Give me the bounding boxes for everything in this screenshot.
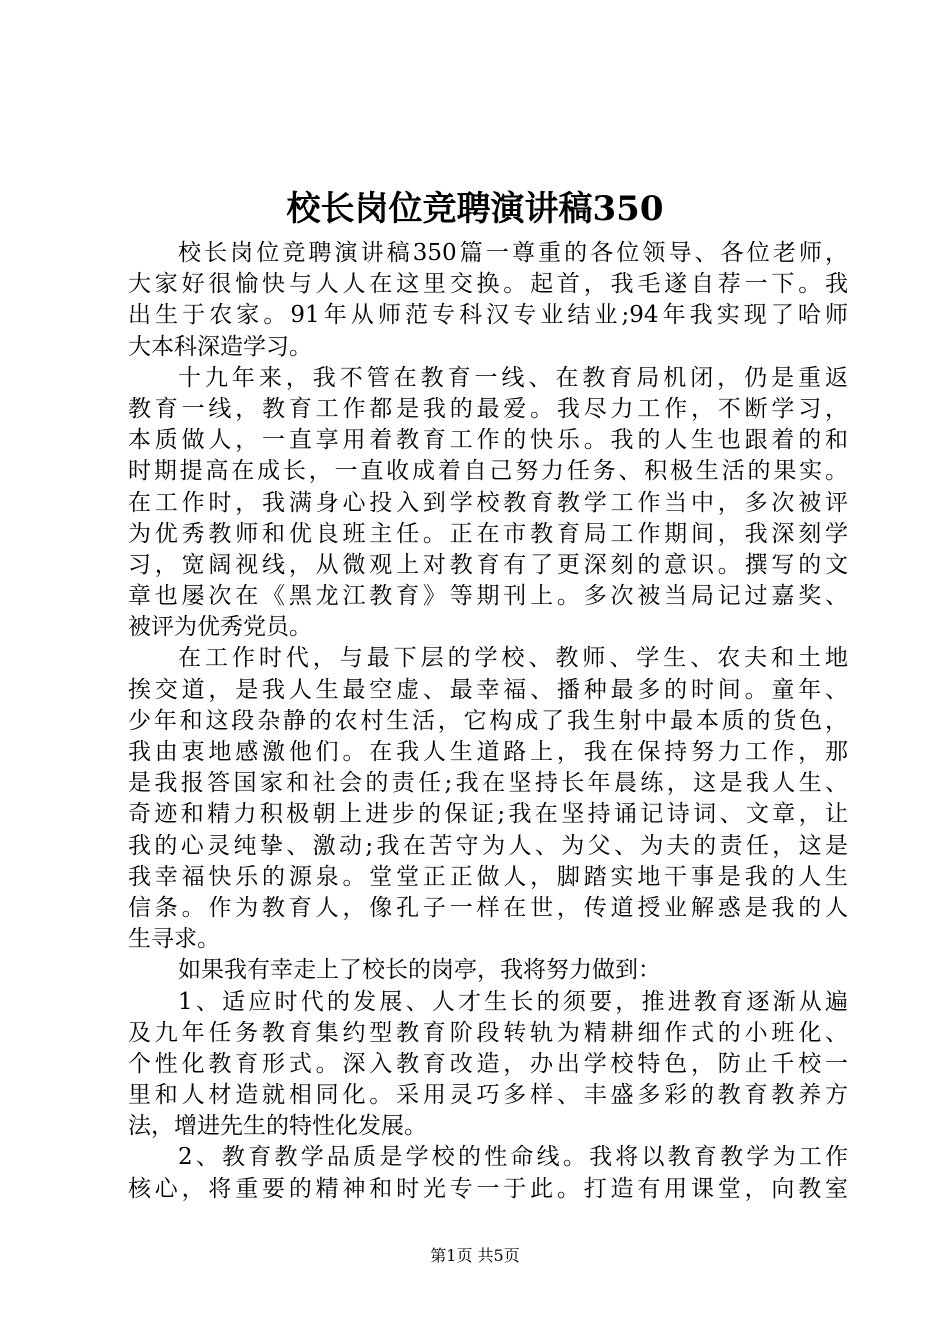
text-line: 我幸福快乐的源泉。堂堂正正做人，脚踏实地干事是我的人生 xyxy=(128,863,848,890)
text-line: 教育一线，教育工作都是我的最爱。我尽力工作，不断学习， xyxy=(128,395,848,422)
text-line: 信条。作为教育人，像孔子一样在世，传道授业解惑是我的人 xyxy=(128,894,848,921)
text-line: 如果我有幸走上了校长的岗亭，我将努力做到： xyxy=(178,957,661,984)
text-line: 1、适应时代的发展、人才生长的须要，推进教育逐渐从遍 xyxy=(178,988,848,1015)
text-line: 生寻求。 xyxy=(128,926,220,953)
text-line: 核心，将重要的精神和时光专一于此。打造有用课堂，向教室 xyxy=(128,1175,848,1202)
text-line: 在工作时代，与最下层的学校、教师、学生、农夫和土地 xyxy=(178,645,848,672)
text-line: 少年和这段杂静的农村生活，它构成了我生射中最本质的货色， xyxy=(128,707,848,734)
text-line: 奇迹和精力积极朝上进步的保证;我在坚持诵记诗词、文章，让 xyxy=(128,801,848,828)
text-line: 本质做人，一直享用着教育工作的快乐。我的人生也跟着的和 xyxy=(128,427,848,454)
document-body xyxy=(128,238,848,1205)
text-line: 时期提高在成长，一直收成着自己努力任务、积极生活的果实。 xyxy=(128,458,848,485)
text-line: 大家好很愉快与人人在这里交换。起首，我毛遂自荐一下。我 xyxy=(128,271,848,298)
text-line: 及九年任务教育集约型教育阶段转轨为精耕细作式的小班化、 xyxy=(128,1019,848,1046)
text-line: 里和人材造就相同化。采用灵巧多样、丰盛多彩的教育教养方 xyxy=(128,1082,848,1109)
text-line: 我的心灵纯挚、激动;我在苦守为人、为父、为夫的责任，这是 xyxy=(128,832,848,859)
text-line: 2、教育教学品质是学校的性命线。我将以教育教学为工作 xyxy=(178,1144,848,1171)
text-line: 个性化教育形式。深入教育改造，办出学校特色，防止千校一 xyxy=(128,1050,848,1077)
text-line: 挨交道，是我人生最空虚、最幸福、播种最多的时间。童年、 xyxy=(128,676,848,703)
text-line: 校长岗位竞聘演讲稿350篇一尊重的各位领导、各位老师， xyxy=(178,240,848,266)
text-line: 习，宽阔视线，从微观上对教育有了更深刻的意识。撰写的文 xyxy=(128,551,848,578)
text-line: 是我报答国家和社会的责任;我在坚持长年晨练，这是我人生、 xyxy=(128,770,848,797)
text-line: 大本科深造学习。 xyxy=(128,333,312,360)
text-line: 为优秀教师和优良班主任。正在市教育局工作期间，我深刻学 xyxy=(128,520,848,547)
text-line: 章也屡次在《黑龙江教育》等期刊上。多次被当局记过嘉奖、 xyxy=(128,583,848,610)
text-line: 被评为优秀党员。 xyxy=(128,614,312,641)
page-title: 校长岗位竞聘演讲稿350 xyxy=(286,189,664,229)
page-footer: 第1页 共5页 xyxy=(430,1246,520,1265)
text-line: 我由衷地感激他们。在我人生道路上，我在保持努力工作，那 xyxy=(128,739,848,765)
text-line: 法，增进先生的特性化发展。 xyxy=(128,1113,427,1140)
text-line: 出生于农家。91年从师范专科汉专业结业;94年我实现了哈师 xyxy=(128,302,848,329)
text-line: 在工作时，我满身心投入到学校教育教学工作当中，多次被评 xyxy=(128,489,848,516)
text-line: 十九年来，我不管在教育一线、在教育局机闭，仍是重返 xyxy=(178,364,848,391)
